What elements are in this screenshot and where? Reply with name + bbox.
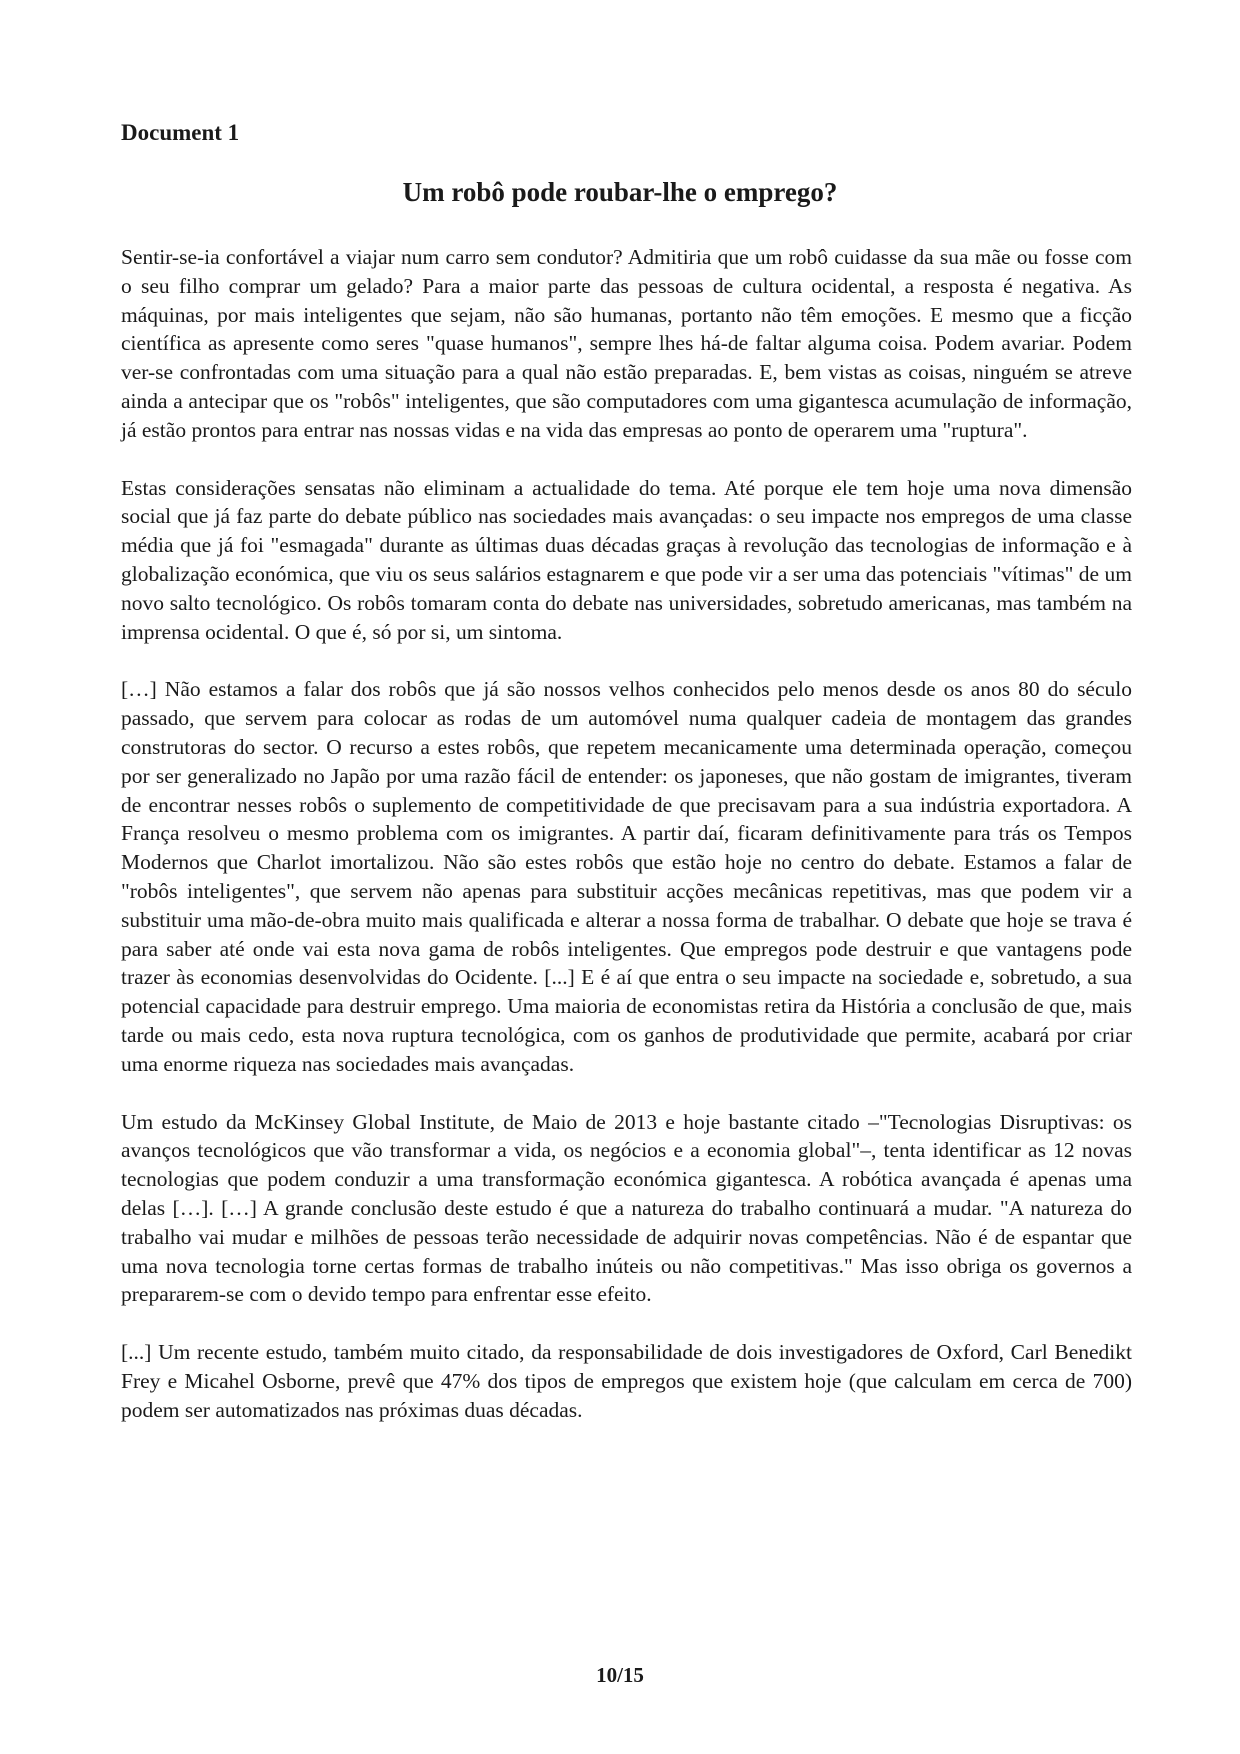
document-body (121, 243, 1132, 1453)
paragraph-3: […] Não estamos a falar dos robôs que já são nossos velhos conhecidos pelo menos desde os anos 80 do século passado, que servem para colocar as rodas de um automóvel numa qualquer cadeia de montagem das grandes construtoras do sector. O recurso a estes robôs, que repetem mecanicamente uma determinada operação, começou por ser generalizado no Japão por uma razão fácil de entender: os japoneses, que não gostam de imigrantes, tiveram de encontrar nesses robôs o suplemento de competitividade de que precisavam para a sua indústria exportadora. A França resolveu o mesmo problema com os imigrantes. A partir daí, ficaram definitivamente para trás os Tempos Modernos que Charlot imortalizou. Não são estes robôs que estão hoje no centro do debate. Estamos a falar de "robôs inteligentes", que servem não apenas para substituir acções mecânicas repetitivas, mas que podem vir a substituir uma mão-de-obra muito mais qualificada e alterar a nossa forma de trabalhar. O debate que hoje se trava é para saber até onde vai esta nova gama de robôs inteligentes. Que empregos pode destruir e que vantagens pode trazer às economias desenvolvidas do Ocidente. [...] E é aí que entra o seu impacte na sociedade e, sobretudo, a sua potencial capacidade para destruir emprego. Uma maioria de economistas retira da História a conclusão de que, mais tarde ou mais cedo, esta nova ruptura tecnológica, com os ganhos de produtividade que permite, acabará por criar uma enorme riqueza nas sociedades mais avançadas. (121, 677, 1132, 1076)
paragraph-4: Um estudo da McKinsey Global Institute, de Maio de 2013 e hoje bastante citado –"Tecnologias Disruptivas: os avanços tecnológicos que vão transformar a vida, os negócios e a economia global"–, tenta identificar as 12 novas tecnologias que podem conduzir a uma transformação económica gigantesca. A robótica avançada é apenas uma delas […]. […] A grande conclusão deste estudo é que a natureza do trabalho continuará a mudar. "A natureza do trabalho vai mudar e milhões de pessoas terão necessidade de adquirir novas competências. Não é de espantar que uma nova tecnologia torne certas formas de trabalho inúteis ou não competitivas." Mas isso obriga os governos a prepararem-se com o devido tempo para enfrentar esse efeito. (121, 1109, 1132, 1307)
paragraph-5: [...] Um recente estudo, também muito citado, da responsabilidade de dois investigadores de Oxford, Carl Benedikt Frey e Micahel Osborne, prevê que 47% dos tipos de empregos que existem hoje (que calculam em cerca de 700) podem ser automatizados nas próximas duas décadas. (121, 1340, 1132, 1422)
document-title: Um robô pode roubar-lhe o emprego? (402, 177, 838, 207)
paragraph-2: Estas considerações sensatas não eliminam a actualidade do tema. Até porque ele tem hoje uma nova dimensão social que já faz parte do debate público nas sociedades mais avançadas: o seu impacte nos empregos de uma classe média que já foi "esmagada" durante as últimas duas décadas graças à revolução das tecnologias de informação e à globalização económica, que viu os seus salários estagnarem e que pode vir a ser uma das potenciais "vítimas" de um novo salto tecnológico. Os robôs tomaram conta do debate nas universidades, sobretudo americanas, mas também na imprensa ocidental. O que é, só por si, um sintoma. (121, 475, 1132, 644)
paragraph-1: Sentir-se-ia confortável a viajar num carro sem condutor? Admitiria que um robô cuidasse da sua mãe ou fosse com o seu filho comprar um gelado? Para a maior parte das pessoas de cultura ocidental, a resposta é negativa. As máquinas, por mais inteligentes que sejam, não são humanas, portanto não têm emoções. E mesmo que a ficção científica as apresente como seres "quase humanos", sempre lhes há-de faltar alguma coisa. Podem avariar. Podem ver-se confrontadas com uma situação para a qual não estão preparadas. E, bem vistas as coisas, ninguém se atreve ainda a antecipar que os "robôs" inteligentes, que são computadores com uma gigantesca acumulação de informação, já estão prontos para entrar nas nossas vidas e na vida das empresas ao ponto de operarem uma "ruptura". (121, 245, 1132, 442)
document-label: Document 1 (121, 120, 240, 145)
page-number: 10/15 (596, 1663, 644, 1687)
